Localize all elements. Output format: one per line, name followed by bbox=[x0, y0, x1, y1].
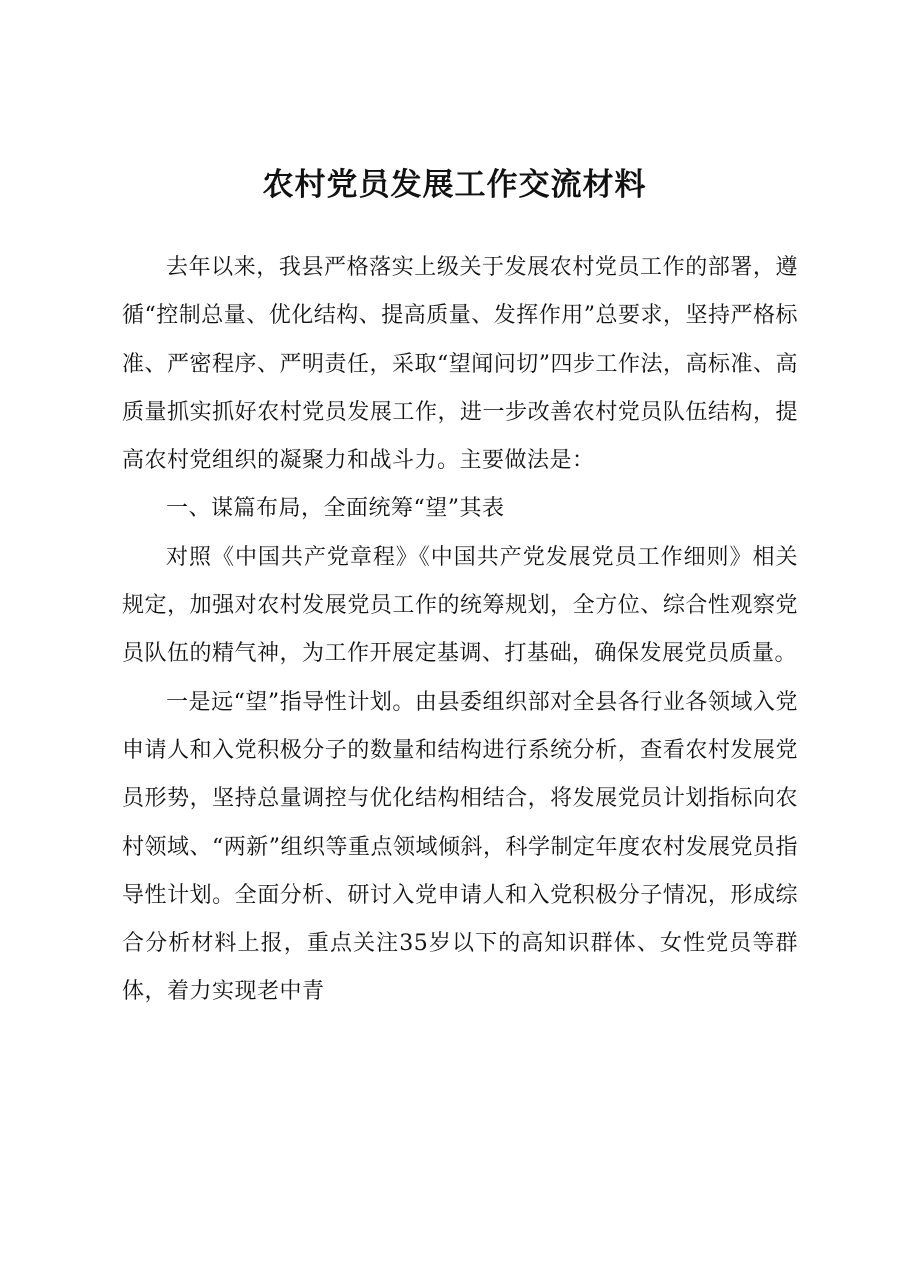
section-heading-1: 一、谋篇布局，全面统筹“望”其表 bbox=[166, 496, 505, 522]
paragraph-point-1: 一是远“望”指导性计划。由县委组织部对全县各行业各领域入党申请人和入党积极分子的数量和结构进行系统分析，查看农村发展党员形势，坚持总量调控与优化结构相结合，将发展党员计划指标向农村领域、“两新”组织等重点领域倾斜，科学制定年度农村发展党员指导性计划。全面分析、研讨入党申请人和入党积极分子情况，形成综合分析材料上报，重点关注35岁以下的高知识群体、女性党员等群体，着力实现老中青 bbox=[122, 689, 798, 1005]
document-title: 农村党员发展工作交流材料 bbox=[262, 167, 647, 203]
paragraph-intro: 去年以来，我县严格落实上级关于发展农村党员工作的部署，遵循“控制总量、优化结构、提高质量、发挥作用”总要求，坚持严格标准、严密程序、严明责任，采取“望闻问切”四步工作法，高标准、高质量抓实抓好农村党员发展工作，进一步改善农村党员队伍结构，提高农村党组织的凝聚力和战斗力。主要做法是： bbox=[122, 255, 798, 474]
document-body bbox=[122, 244, 798, 1017]
paragraph-section-1-intro: 对照《中国共产党章程》《中国共产党发展党员工作细则》相关规定，加强对农村发展党员工作的统筹规划，全方位、综合性观察党员队伍的精气神，为工作开展定基调、打基础，确保发展党员质量。 bbox=[122, 544, 798, 667]
